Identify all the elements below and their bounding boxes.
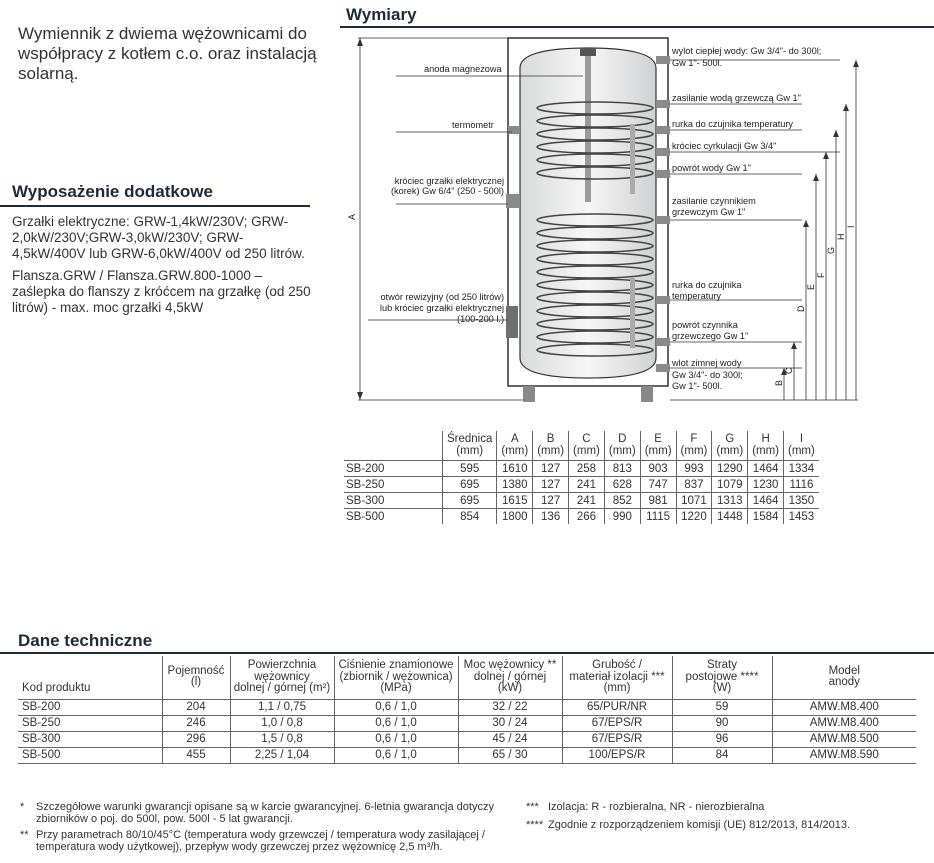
table-cell: 595 — [443, 461, 497, 477]
table-cell: 0,6 / 1,0 — [334, 731, 458, 747]
table-cell: 1800 — [497, 509, 533, 525]
table-cell: 30 / 24 — [458, 715, 562, 731]
dim-letter-E: E — [806, 283, 816, 290]
intro-text: Wymiennik z dwiema wężownicami do współpracy z kotłem c.o. oraz instalacją solarną. — [18, 24, 317, 83]
label-cold-1: wlot zimnej wody — [672, 358, 742, 368]
dimensions-col-header: G (mm) — [712, 431, 748, 461]
accessories-heaters: Grzałki elektryczne: GRW-1,4kW/230V; GRW-2,0kW/230V;GRW-3,0kW/230V; GRW-4,5kW/400V lub GRW-6,0kW/400V od 250 litrów. — [12, 214, 305, 261]
dimensions-col-header: C (mm) — [569, 431, 605, 461]
label-hot-1: wylot ciepłej wody: Gw 3/4"- do 300l; — [672, 46, 822, 56]
label-revision-3: (100-200 l.) — [457, 314, 504, 324]
table-cell: 1079 — [712, 477, 748, 493]
table-cell: SB-300 — [344, 493, 443, 509]
table-cell: 127 — [533, 477, 569, 493]
table-cell: 1584 — [748, 509, 784, 525]
table-cell: 1,0 / 0,8 — [230, 715, 334, 731]
table-cell: 136 — [533, 509, 569, 525]
table-cell: 127 — [533, 493, 569, 509]
dim-letter-A: A — [347, 213, 357, 220]
label-revision-1: otwór rewizyjny (od 250 litrów) — [380, 292, 504, 302]
table-row — [344, 493, 819, 509]
table-cell: 1,1 / 0,75 — [230, 699, 334, 715]
table-cell: 127 — [533, 461, 569, 477]
label-solar-return-1: powrót czynnika — [672, 320, 738, 330]
table-cell: 266 — [569, 509, 605, 525]
label-hot-2: Gw 1"- 500l. — [672, 58, 723, 68]
table-cell: 628 — [604, 477, 640, 493]
dimensions-col-header: F (mm) — [676, 431, 712, 461]
right-dim-arrows — [781, 60, 859, 375]
dimensions-col-label — [344, 431, 443, 461]
table-row — [344, 461, 819, 477]
revision-port — [506, 306, 518, 338]
table-cell: SB-250 — [344, 477, 443, 493]
footnote-text: Szczegółowe warunki gwarancji opisane są w karcie gwarancyjnej. 6-letnia gwarancja dotyczy zbiorników o poj. do 500l, pow. 500l - 5 lat gwarancji. — [36, 801, 494, 825]
table-cell: 59 — [672, 699, 772, 715]
table-cell: 837 — [676, 477, 712, 493]
tech-col-header: Model anody — [772, 656, 916, 699]
table-row — [18, 747, 916, 763]
dim-letter-B: B — [774, 379, 784, 386]
table-cell: 1464 — [748, 493, 784, 509]
table-cell: SB-200 — [18, 699, 162, 715]
accessories-flange: Flansza.GRW / Flansza.GRW.800-1000 – zaślepka do flanszy z króćcem na grzałkę (od 250 litrów) - max. moc grzałki 4,5kW — [12, 268, 311, 315]
label-sensor-bottom-1: rurka do czujnika — [672, 280, 742, 290]
tech-title: Dane techniczne — [18, 631, 153, 650]
table-cell: 204 — [162, 699, 230, 715]
table-cell: AMW.M8.590 — [772, 747, 916, 763]
footnote-warranty — [20, 801, 536, 825]
dimensions-col-header: Średnica (mm) — [443, 431, 497, 461]
label-solar-2: grzewczym Gw 1" — [672, 207, 746, 217]
tech-rule — [0, 652, 934, 654]
table-cell: 65/PUR/NR — [562, 699, 672, 715]
table-cell: 65 / 30 — [458, 747, 562, 763]
footnote-regulation — [526, 819, 934, 831]
sensor-tube-bottom — [630, 278, 635, 348]
footnote-mark: ** — [20, 829, 29, 841]
label-sensor-top: rurka do czujnika temperatury — [672, 119, 794, 129]
footnote-mark: * — [20, 801, 25, 813]
table-cell: 0,6 / 1,0 — [334, 715, 458, 731]
dimensions-col-header: B (mm) — [533, 431, 569, 461]
table-row — [344, 477, 819, 493]
tank-leg-right — [641, 386, 653, 402]
table-cell: 246 — [162, 715, 230, 731]
table-cell: 695 — [443, 477, 497, 493]
table-cell: 0,6 / 1,0 — [334, 747, 458, 763]
dimensions-col-header: I (mm) — [784, 431, 819, 461]
table-cell: 1464 — [748, 461, 784, 477]
table-cell: 90 — [672, 715, 772, 731]
accessories-title: Wyposażenie dodatkowe — [12, 182, 213, 201]
tank-diagram — [340, 28, 934, 410]
tech-col-header: Moc wężownicy ** dolnej / górnej (kW) — [458, 656, 562, 699]
tech-table-header — [18, 656, 916, 699]
table-cell: 1115 — [640, 509, 676, 525]
tech-col-header: Grubość / materiał izolacji *** (mm) — [562, 656, 672, 699]
label-solar-1: zasilanie czynnikiem — [672, 196, 756, 206]
table-cell: 84 — [672, 747, 772, 763]
label-return: powrót wody Gw 1" — [672, 163, 751, 173]
accessories-rule — [0, 205, 310, 207]
dim-letter-F: F — [816, 272, 826, 278]
table-cell: 32 / 22 — [458, 699, 562, 715]
tank-leg-left — [523, 386, 535, 402]
label-sensor-bottom-2: temperatury — [672, 291, 722, 301]
tech-col-header: Straty postojowe **** (W) — [672, 656, 772, 699]
dimensions-col-header: D (mm) — [604, 431, 640, 461]
accessories-body — [12, 214, 312, 322]
table-cell: 1,5 / 0,8 — [230, 731, 334, 747]
table-cell: 100/EPS/R — [562, 747, 672, 763]
right-dim-lines — [670, 60, 858, 400]
table-cell: 1220 — [676, 509, 712, 525]
table-cell: 1313 — [712, 493, 748, 509]
table-cell: 1071 — [676, 493, 712, 509]
table-cell: 96 — [672, 731, 772, 747]
table-cell: 45 / 24 — [458, 731, 562, 747]
label-circulation: króciec cyrkulacji Gw 3/4" — [672, 141, 777, 151]
tech-table — [18, 656, 916, 764]
table-row — [18, 699, 916, 715]
table-cell: 852 — [604, 493, 640, 509]
table-cell: 1230 — [748, 477, 784, 493]
dimensions-col-header: H (mm) — [748, 431, 784, 461]
table-cell: 854 — [443, 509, 497, 525]
dimensions-col-header: A (mm) — [497, 431, 533, 461]
table-cell: 1116 — [784, 477, 819, 493]
table-cell: 1350 — [784, 493, 819, 509]
table-cell: 258 — [569, 461, 605, 477]
table-cell: 67/EPS/R — [562, 731, 672, 747]
dim-letter-C: C — [784, 367, 794, 374]
label-supply: zasilanie wodą grzewczą Gw 1" — [672, 93, 801, 103]
table-cell: SB-500 — [18, 747, 162, 763]
table-cell: 1453 — [784, 509, 819, 525]
table-cell: 241 — [569, 477, 605, 493]
dimensions-title: Wymiary — [346, 5, 417, 24]
dimensions-table — [344, 431, 819, 524]
dim-letter-I: I — [846, 225, 856, 228]
table-cell: AMW.M8.500 — [772, 731, 916, 747]
table-row — [18, 731, 916, 747]
table-cell: 747 — [640, 477, 676, 493]
thermometer-port — [508, 126, 520, 134]
anode-cap — [580, 48, 596, 56]
footnote-mark: *** — [526, 801, 539, 813]
table-cell: SB-500 — [344, 509, 443, 525]
table-cell: 1380 — [497, 477, 533, 493]
label-thermometer: termometr — [452, 120, 494, 130]
label-heater-2: (korek) Gw 6/4" (250 - 500l) — [390, 186, 504, 196]
label-cold-3: Gw 1"- 500l. — [672, 381, 723, 391]
dim-letter-G: G — [826, 246, 836, 254]
footnote-text: Zgodnie z rozporządzeniem komisji (UE) 812/2013, 814/2013. — [548, 819, 851, 831]
table-cell: AMW.M8.400 — [772, 699, 916, 715]
label-cold-2: Gw 3/4"- do 300l; — [672, 370, 743, 380]
table-row — [18, 715, 916, 731]
table-row — [344, 509, 819, 525]
table-cell: 0,6 / 1,0 — [334, 699, 458, 715]
table-cell: 1448 — [712, 509, 748, 525]
tech-col-header: Ciśnienie znamionowe (zbiornik / wężownica) (MPa) — [334, 656, 458, 699]
table-cell: SB-250 — [18, 715, 162, 731]
dimensions-col-header: E (mm) — [640, 431, 676, 461]
table-cell: 1615 — [497, 493, 533, 509]
table-cell: 981 — [640, 493, 676, 509]
dimensions-table-header — [344, 431, 819, 461]
label-anode: anoda magnezowa — [424, 64, 502, 74]
heater-port — [506, 194, 520, 208]
dim-letter-H: H — [836, 233, 846, 240]
tech-col-header: Kod produktu — [18, 656, 162, 699]
table-cell: AMW.M8.400 — [772, 715, 916, 731]
table-cell: 990 — [604, 509, 640, 525]
table-cell: 1290 — [712, 461, 748, 477]
table-cell: 903 — [640, 461, 676, 477]
sensor-tube-top — [630, 124, 635, 194]
tech-col-header: Pojemność (l) — [162, 656, 230, 699]
footnote-mark: **** — [526, 819, 544, 831]
table-cell: 455 — [162, 747, 230, 763]
footnote-parameters — [20, 829, 536, 853]
tech-col-header: Powierzchnia wężownicy dolnej / górnej (m²) — [230, 656, 334, 699]
label-revision-2: lub króciec grzałki elektrycznej — [379, 303, 504, 313]
table-cell: 2,25 / 1,04 — [230, 747, 334, 763]
table-cell: SB-200 — [344, 461, 443, 477]
table-cell: 67/EPS/R — [562, 715, 672, 731]
table-cell: 695 — [443, 493, 497, 509]
dim-A-line — [358, 38, 523, 400]
table-cell: 296 — [162, 731, 230, 747]
dim-letter-D: D — [796, 305, 806, 312]
footnote-text: Przy parametrach 80/10/45°C (temperatura wody grzewczej / temperatura wody zasilającej / temperatura wody użytkowej), przepływ wody grzewczej przez wężownicę 2,5 m³/h. — [36, 829, 485, 853]
table-cell: 1610 — [497, 461, 533, 477]
table-cell: 1334 — [784, 461, 819, 477]
table-cell: 813 — [604, 461, 640, 477]
footnote-insulation — [526, 801, 934, 813]
footnote-text: Izolacja: R - rozbieralna, NR - nierozbieralna — [548, 801, 765, 813]
table-cell: 993 — [676, 461, 712, 477]
table-cell: SB-300 — [18, 731, 162, 747]
label-heater-1: króciec grzałki elektrycznej — [394, 176, 504, 186]
label-solar-return-2: grzewczego Gw 1" — [672, 331, 749, 341]
table-cell: 241 — [569, 493, 605, 509]
